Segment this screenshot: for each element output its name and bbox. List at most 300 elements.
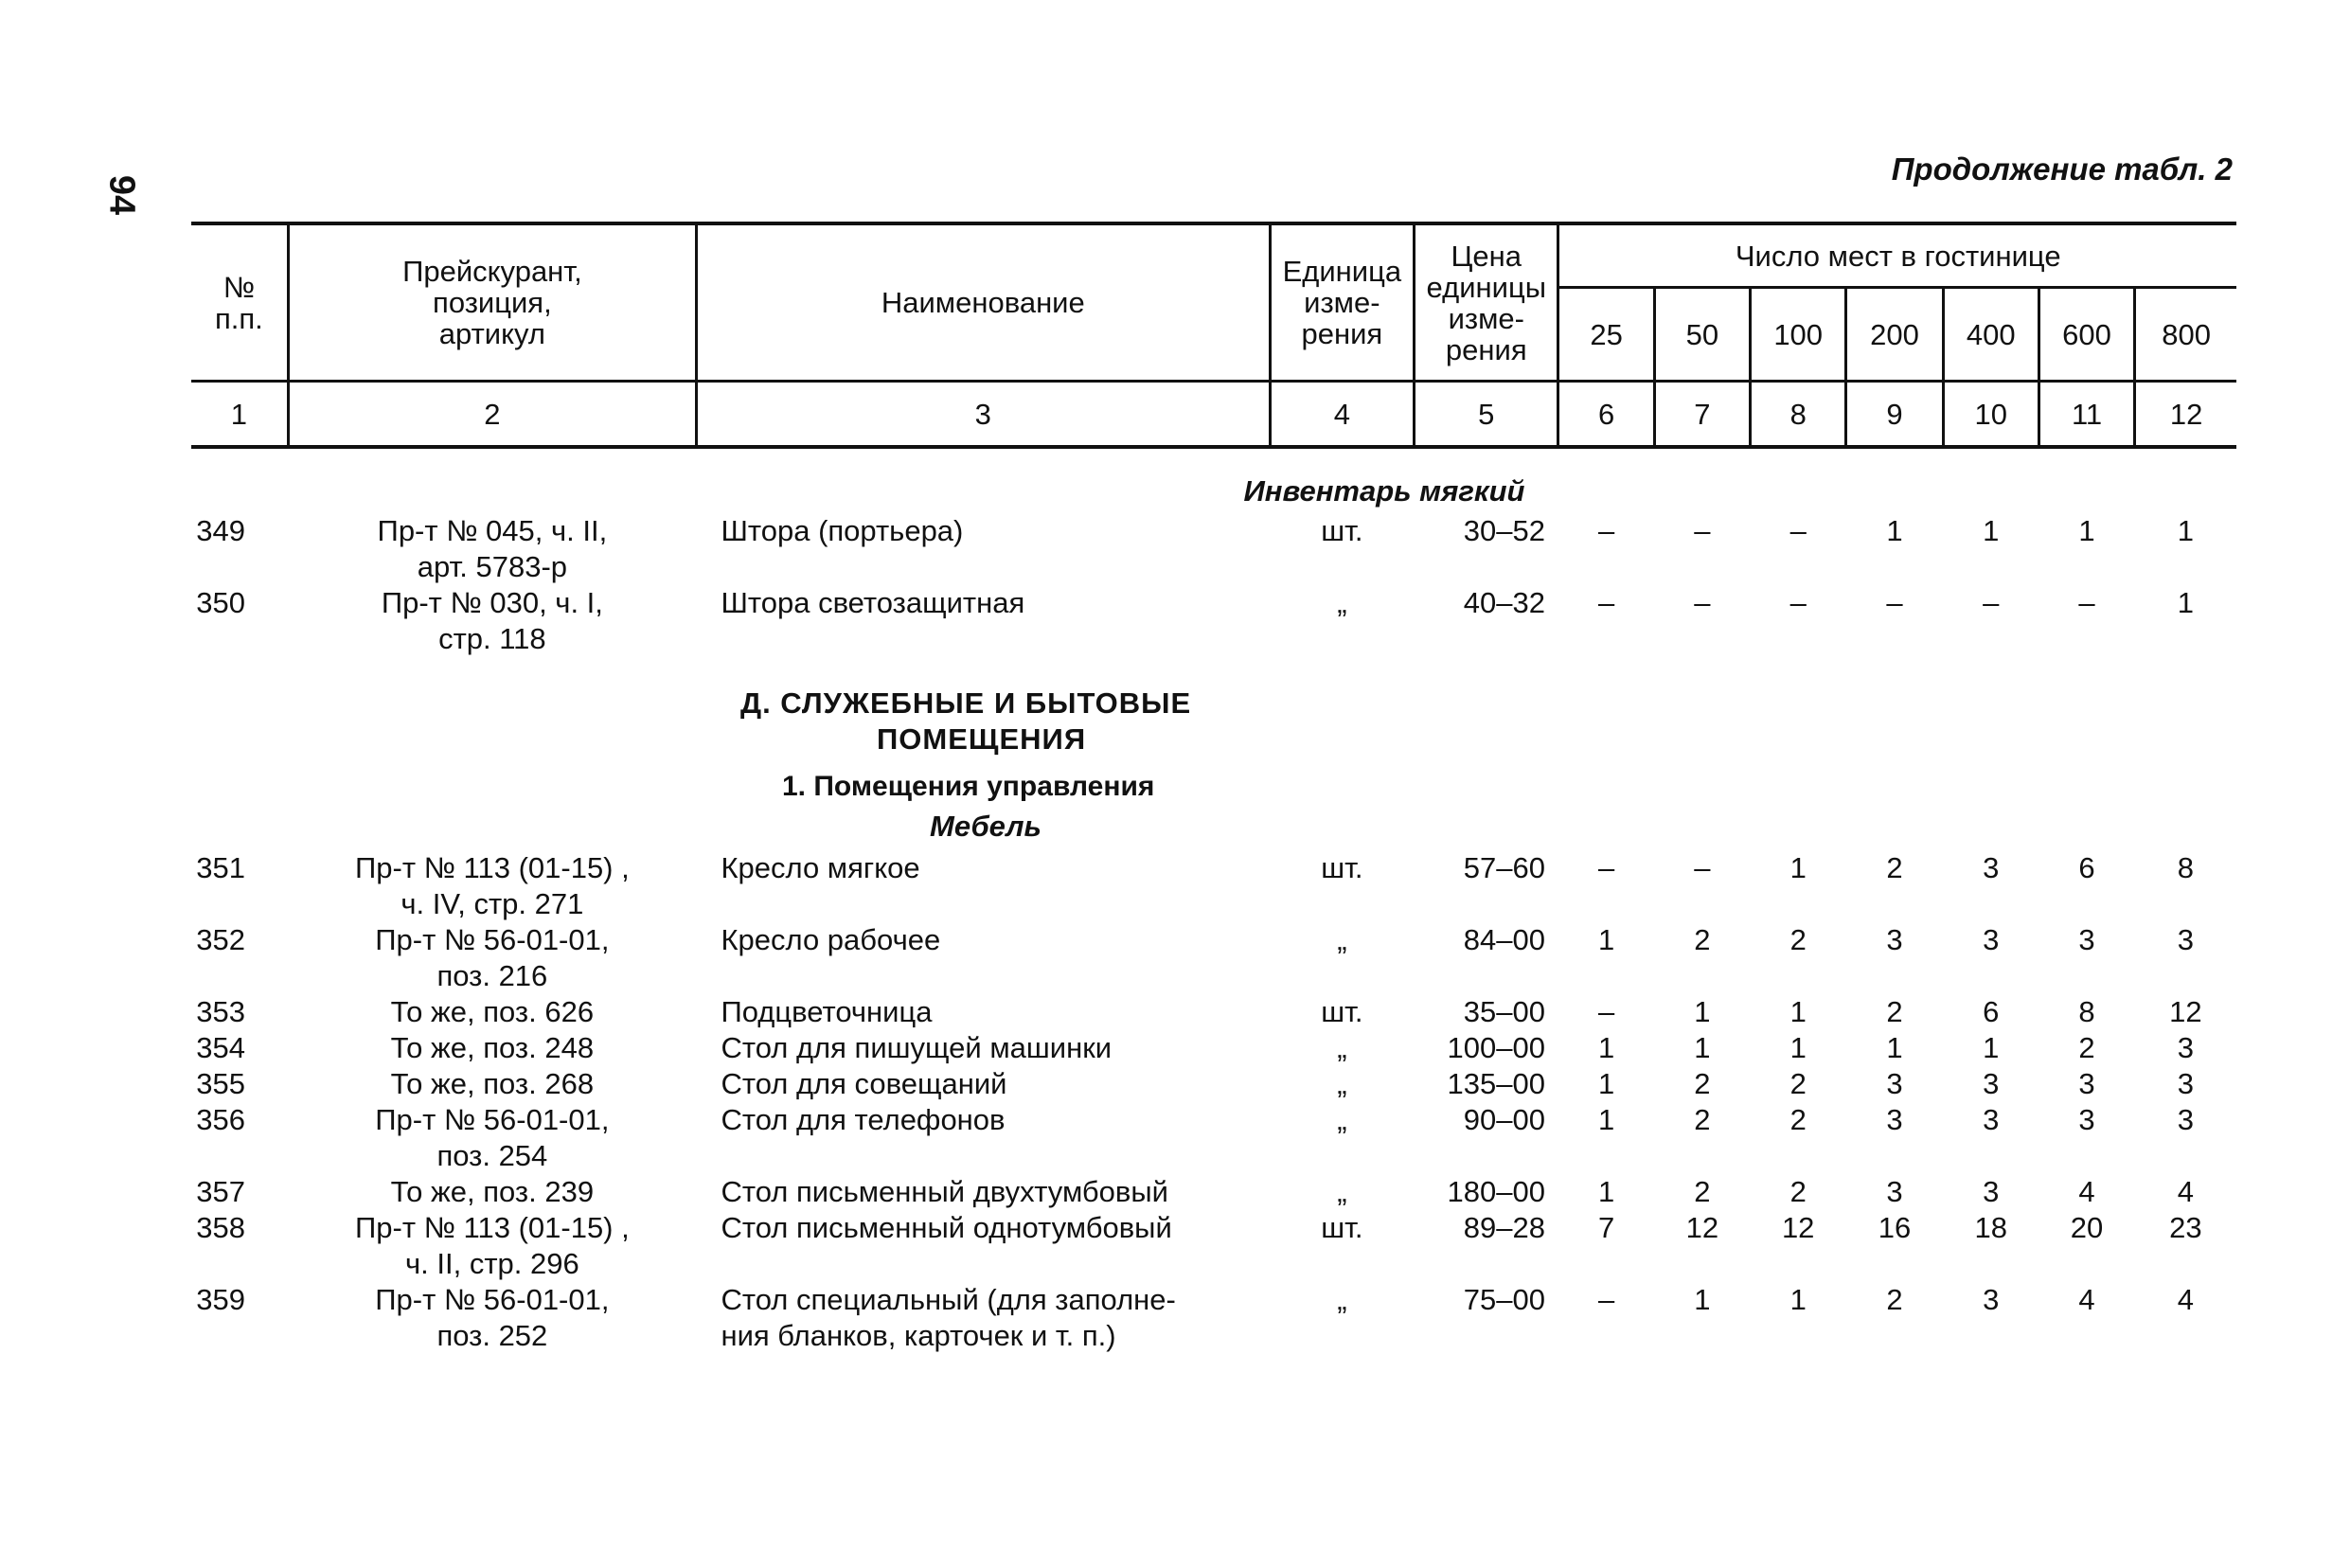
row-price-list-line: Пр-т № 045, ч. II, [377, 514, 608, 547]
row-seats-400-line: – [1983, 586, 2000, 619]
row-seats-600 [2038, 1102, 2134, 1174]
row-price-list [288, 1210, 696, 1282]
row-seats-200-line: 2 [1886, 1283, 1903, 1316]
header-price: Цена единицы изме-рения [1415, 223, 1558, 382]
row-price-line: 135–00 [1447, 1067, 1545, 1100]
row-seats-25-line: 1 [1598, 923, 1615, 956]
row-unit [1270, 1102, 1414, 1174]
row-number [191, 922, 288, 994]
row-name [696, 585, 1270, 657]
row-seats-200-line: 3 [1886, 1067, 1903, 1100]
section-soft-inventory: Инвентарь мягкий [1243, 474, 1525, 508]
row-seats-600 [2038, 850, 2134, 922]
row-number [191, 1102, 288, 1174]
row-unit-line: шт. [1321, 514, 1363, 547]
row-name-line: Штора (портьера) [721, 514, 964, 547]
row-price-list-line: То же, поз. 239 [390, 1175, 595, 1208]
row-seats-400 [1943, 1030, 2038, 1066]
column-number-8: 8 [1751, 382, 1846, 448]
table-row [191, 1102, 2236, 1174]
row-number-line: 354 [196, 1031, 245, 1064]
row-name-line: Стол письменный однотумбовый [721, 1211, 1172, 1244]
row-seats-400 [1943, 850, 2038, 922]
row-unit [1270, 850, 1414, 922]
row-price-list-line: стр. 118 [438, 622, 546, 655]
row-unit [1270, 994, 1414, 1030]
row-price-list-line: Пр-т № 56-01-01, [375, 1283, 610, 1316]
row-seats-800-line: 4 [2177, 1283, 2194, 1316]
row-price-list [288, 1030, 696, 1066]
row-seats-800-line: 8 [2177, 851, 2194, 884]
row-seats-400 [1943, 513, 2038, 585]
row-seats-200-line: 3 [1886, 1103, 1903, 1136]
row-name-line: Стол письменный двухтумбовый [721, 1175, 1168, 1208]
row-seats-800-line: 1 [2177, 514, 2194, 547]
row-seats-400-line: 3 [1983, 1067, 2000, 1100]
table-row [191, 1066, 2236, 1102]
row-seats-50-line: – [1694, 586, 1711, 619]
row-price [1415, 1066, 1558, 1102]
column-number-1: 1 [191, 382, 288, 448]
header-unit: Единица изме-рения [1270, 223, 1414, 382]
row-price-list [288, 1066, 696, 1102]
row-seats-600 [2038, 922, 2134, 994]
row-seats-600 [2038, 1030, 2134, 1066]
column-number-3: 3 [696, 382, 1270, 448]
table-row [191, 1030, 2236, 1066]
subsection-heading: 1. Помещения управления [782, 771, 1155, 802]
row-unit [1270, 513, 1414, 585]
row-seats-25 [1558, 1282, 1654, 1354]
section-heading-d-line1: Д. СЛУЖЕБНЫЕ И БЫТОВЫЕ [740, 686, 1192, 720]
row-seats-100-line: – [1789, 586, 1807, 619]
row-price [1415, 1174, 1558, 1210]
row-seats-100 [1751, 850, 1846, 922]
header-seats-400: 400 [1943, 288, 2038, 382]
row-seats-200-line: 2 [1886, 995, 1903, 1028]
row-name-line: Кресло мягкое [721, 851, 920, 884]
row-price [1415, 1030, 1558, 1066]
row-seats-200 [1846, 585, 1943, 657]
row-seats-50-line: – [1694, 514, 1711, 547]
row-seats-50 [1654, 1102, 1750, 1174]
row-seats-200 [1846, 1030, 1943, 1066]
row-name-line: Кресло рабочее [721, 923, 941, 956]
row-seats-200-line: 3 [1886, 1175, 1903, 1208]
row-unit-line: „ [1337, 1175, 1347, 1208]
row-seats-50-line: – [1694, 851, 1711, 884]
row-seats-800-line: 23 [2169, 1211, 2202, 1244]
row-seats-600-line: 4 [2078, 1175, 2095, 1208]
row-seats-400-line: 3 [1983, 1103, 2000, 1136]
row-seats-50 [1654, 1210, 1750, 1282]
row-seats-600-line: 8 [2078, 995, 2095, 1028]
row-seats-800-line: 12 [2169, 995, 2202, 1028]
row-seats-25 [1558, 994, 1654, 1030]
header-name: Наименование [696, 223, 1270, 382]
row-seats-200 [1846, 1210, 1943, 1282]
row-seats-100 [1751, 1282, 1846, 1354]
table-caption: Продолжение табл. 2 [1891, 151, 2233, 187]
row-unit-line: „ [1337, 1283, 1347, 1316]
row-unit [1270, 1210, 1414, 1282]
row-price-line: 30–52 [1463, 514, 1545, 547]
row-seats-800 [2135, 1066, 2236, 1102]
row-seats-200 [1846, 922, 1943, 994]
row-number [191, 1282, 288, 1354]
row-seats-400 [1943, 1282, 2038, 1354]
row-number-line: 353 [196, 995, 245, 1028]
row-seats-400-line: 3 [1983, 1283, 2000, 1316]
row-number-line: 352 [196, 923, 245, 956]
header-seats-25: 25 [1558, 288, 1654, 382]
table-row [191, 850, 2236, 922]
price-table [191, 222, 2236, 1354]
row-seats-50 [1654, 922, 1750, 994]
row-seats-50-line: 12 [1685, 1211, 1719, 1244]
row-price-list-line: ч. IV, стр. 271 [401, 887, 584, 920]
row-seats-25 [1558, 585, 1654, 657]
row-number-line: 357 [196, 1175, 245, 1208]
row-price-line: 90–00 [1463, 1103, 1545, 1136]
row-seats-600-line: 3 [2078, 1067, 2095, 1100]
row-number-line: 351 [196, 851, 245, 884]
table-row [191, 1210, 2236, 1282]
row-seats-200 [1846, 1102, 1943, 1174]
row-seats-800 [2135, 513, 2236, 585]
row-price [1415, 1210, 1558, 1282]
row-seats-200 [1846, 1066, 1943, 1102]
row-name [696, 1030, 1270, 1066]
column-number-9: 9 [1846, 382, 1943, 448]
row-name [696, 1174, 1270, 1210]
row-number [191, 513, 288, 585]
column-number-2: 2 [288, 382, 696, 448]
row-seats-100 [1751, 513, 1846, 585]
row-seats-800-line: 3 [2177, 1031, 2194, 1064]
row-seats-800 [2135, 1102, 2236, 1174]
row-seats-600-line: 4 [2078, 1283, 2095, 1316]
row-seats-100 [1751, 1030, 1846, 1066]
column-number-7: 7 [1654, 382, 1750, 448]
row-price-list [288, 1102, 696, 1174]
row-seats-50-line: 2 [1694, 1175, 1711, 1208]
row-price-list-line: Пр-т № 113 (01-15) , [355, 1211, 630, 1244]
section-heading-d [191, 657, 2236, 763]
row-seats-600 [2038, 1066, 2134, 1102]
row-number [191, 994, 288, 1030]
row-price-line: 100–00 [1447, 1031, 1545, 1064]
row-seats-25-line: 1 [1598, 1175, 1615, 1208]
row-unit [1270, 1174, 1414, 1210]
header-price-list: Прейскурант, позиция, артикул [288, 223, 696, 382]
row-price [1415, 1282, 1558, 1354]
row-seats-200 [1846, 994, 1943, 1030]
row-price-list [288, 994, 696, 1030]
table-row [191, 922, 2236, 994]
column-number-5: 5 [1415, 382, 1558, 448]
row-seats-200 [1846, 1174, 1943, 1210]
row-name [696, 513, 1270, 585]
row-seats-600 [2038, 513, 2134, 585]
row-seats-100 [1751, 1066, 1846, 1102]
row-unit-line: „ [1337, 586, 1347, 619]
row-seats-25-line: 1 [1598, 1067, 1615, 1100]
row-seats-800-line: 3 [2177, 1067, 2194, 1100]
row-seats-25-line: – [1598, 995, 1615, 1028]
row-seats-25 [1558, 850, 1654, 922]
row-price-line: 84–00 [1463, 923, 1545, 956]
header-number: № п.п. [191, 223, 288, 382]
row-seats-400-line: 18 [1974, 1211, 2007, 1244]
row-seats-600-line: 20 [2070, 1211, 2104, 1244]
row-seats-800-line: 3 [2177, 1103, 2194, 1136]
row-unit-line: шт. [1321, 1211, 1363, 1244]
row-name [696, 1102, 1270, 1174]
row-seats-100 [1751, 994, 1846, 1030]
row-seats-25 [1558, 1174, 1654, 1210]
row-seats-200 [1846, 850, 1943, 922]
row-number-line: 349 [196, 514, 245, 547]
row-unit-line: шт. [1321, 995, 1363, 1028]
row-seats-200-line: 1 [1886, 1031, 1903, 1064]
row-seats-100 [1751, 922, 1846, 994]
row-seats-200-line: 16 [1878, 1211, 1912, 1244]
row-seats-100-line: 1 [1789, 1283, 1807, 1316]
row-price [1415, 585, 1558, 657]
row-name [696, 850, 1270, 922]
row-seats-100 [1751, 585, 1846, 657]
row-price-line: 89–28 [1463, 1211, 1545, 1244]
row-seats-800 [2135, 1282, 2236, 1354]
row-seats-800 [2135, 1174, 2236, 1210]
row-price-list [288, 585, 696, 657]
header-seats-100: 100 [1751, 288, 1846, 382]
row-seats-400-line: 3 [1983, 851, 2000, 884]
row-price-list-line: поз. 252 [436, 1319, 548, 1352]
header-seats-group: Число мест в гостинице [1558, 223, 2236, 288]
row-seats-100 [1751, 1210, 1846, 1282]
row-seats-25 [1558, 1030, 1654, 1066]
row-seats-200-line: 3 [1886, 923, 1903, 956]
row-price-list-line: ч. II, стр. 296 [405, 1247, 579, 1280]
row-seats-100-line: 1 [1789, 1031, 1807, 1064]
row-seats-800 [2135, 1030, 2236, 1066]
row-name-line: Стол для пишущей машинки [721, 1031, 1113, 1064]
row-seats-200-line: – [1886, 586, 1903, 619]
header-seats-600: 600 [2038, 288, 2134, 382]
row-name [696, 994, 1270, 1030]
table-row [191, 994, 2236, 1030]
row-seats-600 [2038, 585, 2134, 657]
row-name [696, 1282, 1270, 1354]
row-seats-25-line: – [1598, 514, 1615, 547]
row-price-list [288, 1174, 696, 1210]
row-price-list-line: поз. 216 [436, 959, 548, 992]
row-seats-25-line: 7 [1598, 1211, 1615, 1244]
row-seats-50 [1654, 585, 1750, 657]
row-seats-100-line: 12 [1781, 1211, 1815, 1244]
row-seats-600 [2038, 994, 2134, 1030]
row-seats-50 [1654, 1066, 1750, 1102]
row-number [191, 1174, 288, 1210]
row-seats-100-line: 1 [1789, 851, 1807, 884]
row-seats-50-line: 1 [1694, 1283, 1711, 1316]
row-seats-400 [1943, 994, 2038, 1030]
row-price-list-line: арт. 5783-р [417, 550, 568, 583]
row-seats-100-line: 1 [1789, 995, 1807, 1028]
row-seats-50 [1654, 1030, 1750, 1066]
column-number-12: 12 [2135, 382, 2236, 448]
row-number [191, 585, 288, 657]
row-seats-25-line: 1 [1598, 1031, 1615, 1064]
row-seats-200 [1846, 513, 1943, 585]
column-number-6: 6 [1558, 382, 1654, 448]
row-seats-200-line: 2 [1886, 851, 1903, 884]
column-number-4: 4 [1270, 382, 1414, 448]
row-number [191, 1210, 288, 1282]
row-seats-800 [2135, 850, 2236, 922]
row-seats-600-line: 1 [2078, 514, 2095, 547]
row-seats-25 [1558, 922, 1654, 994]
row-price-line: 35–00 [1463, 995, 1545, 1028]
row-seats-25 [1558, 513, 1654, 585]
row-number-line: 356 [196, 1103, 245, 1136]
table-row [191, 585, 2236, 657]
row-seats-600-line: 3 [2078, 1103, 2095, 1136]
row-unit [1270, 1282, 1414, 1354]
row-unit-line: „ [1337, 923, 1347, 956]
row-name-line: Стол специальный (для заполне- [721, 1283, 1176, 1316]
row-seats-400 [1943, 1066, 2038, 1102]
row-price [1415, 850, 1558, 922]
table-row [191, 1174, 2236, 1210]
row-price-line: 57–60 [1463, 851, 1545, 884]
row-seats-50-line: 2 [1694, 1067, 1711, 1100]
row-price-list [288, 922, 696, 994]
row-number-line: 359 [196, 1283, 245, 1316]
row-seats-100-line: 2 [1789, 1175, 1807, 1208]
row-seats-25 [1558, 1066, 1654, 1102]
row-seats-400 [1943, 1210, 2038, 1282]
row-price-list [288, 1282, 696, 1354]
row-seats-400-line: 3 [1983, 1175, 2000, 1208]
row-seats-600 [2038, 1282, 2134, 1354]
row-name-line: Стол для совещаний [721, 1067, 1007, 1100]
row-number-line: 358 [196, 1211, 245, 1244]
row-name [696, 1066, 1270, 1102]
row-price [1415, 1102, 1558, 1174]
header-seats-200: 200 [1846, 288, 1943, 382]
row-price-list [288, 850, 696, 922]
section-heading-d-line2: ПОМЕЩЕНИЯ [877, 722, 1087, 756]
row-seats-50 [1654, 1174, 1750, 1210]
row-name-line: Штора светозащитная [721, 586, 1025, 619]
row-seats-100 [1751, 1102, 1846, 1174]
row-seats-400-line: 1 [1983, 1031, 2000, 1064]
row-seats-50-line: 2 [1694, 923, 1711, 956]
row-name-line: Стол для телефонов [721, 1103, 1006, 1136]
row-seats-800-line: 4 [2177, 1175, 2194, 1208]
row-seats-50 [1654, 513, 1750, 585]
row-seats-600-line: 2 [2078, 1031, 2095, 1064]
row-unit-line: „ [1337, 1067, 1347, 1100]
row-price-list-line: То же, поз. 248 [390, 1031, 595, 1064]
row-seats-50-line: 1 [1694, 995, 1711, 1028]
row-unit [1270, 1066, 1414, 1102]
row-seats-600-line: 3 [2078, 923, 2095, 956]
row-seats-25-line: – [1598, 1283, 1615, 1316]
row-price-list-line: Пр-т № 56-01-01, [375, 923, 610, 956]
row-unit [1270, 1030, 1414, 1066]
row-seats-100-line: 2 [1789, 1103, 1807, 1136]
row-name [696, 1210, 1270, 1282]
row-seats-50 [1654, 994, 1750, 1030]
row-unit-line: „ [1337, 1031, 1347, 1064]
row-seats-400-line: 6 [1983, 995, 2000, 1028]
row-seats-100-line: 2 [1789, 923, 1807, 956]
row-seats-400 [1943, 585, 2038, 657]
row-seats-200 [1846, 1282, 1943, 1354]
row-seats-800-line: 3 [2177, 923, 2194, 956]
row-seats-25 [1558, 1210, 1654, 1282]
row-price-list-line: То же, поз. 268 [390, 1067, 595, 1100]
row-seats-50-line: 2 [1694, 1103, 1711, 1136]
row-price-list [288, 513, 696, 585]
row-price-list-line: Пр-т № 030, ч. I, [381, 586, 603, 619]
row-unit [1270, 922, 1414, 994]
row-price-list-line: поз. 254 [436, 1139, 548, 1172]
row-seats-100 [1751, 1174, 1846, 1210]
row-seats-800 [2135, 922, 2236, 994]
row-price-line: 75–00 [1463, 1283, 1545, 1316]
row-seats-25 [1558, 1102, 1654, 1174]
row-seats-100-line: – [1789, 514, 1807, 547]
row-price-list-line: Пр-т № 56-01-01, [375, 1103, 610, 1136]
row-seats-50 [1654, 1282, 1750, 1354]
row-seats-400 [1943, 922, 2038, 994]
row-price-list-line: Пр-т № 113 (01-15) , [355, 851, 630, 884]
row-seats-50 [1654, 850, 1750, 922]
row-unit-line: шт. [1321, 851, 1363, 884]
row-seats-600 [2038, 1174, 2134, 1210]
row-price-line: 180–00 [1447, 1175, 1545, 1208]
row-seats-800 [2135, 585, 2236, 657]
row-price [1415, 994, 1558, 1030]
row-seats-400 [1943, 1174, 2038, 1210]
row-number-line: 355 [196, 1067, 245, 1100]
row-seats-25-line: – [1598, 586, 1615, 619]
header-seats-800: 800 [2135, 288, 2236, 382]
row-name-line: Подцветочница [721, 995, 933, 1028]
table-row [191, 1282, 2236, 1354]
row-number [191, 850, 288, 922]
header-seats-50: 50 [1654, 288, 1750, 382]
row-seats-800 [2135, 1210, 2236, 1282]
row-number [191, 1066, 288, 1102]
row-unit [1270, 585, 1414, 657]
row-price-list-line: То же, поз. 626 [390, 995, 595, 1028]
table-row [191, 513, 2236, 585]
furniture-heading: Мебель [930, 810, 1041, 843]
row-price-line: 40–32 [1463, 586, 1545, 619]
row-number-line: 350 [196, 586, 245, 619]
row-seats-800 [2135, 994, 2236, 1030]
row-name [696, 922, 1270, 994]
row-seats-600 [2038, 1210, 2134, 1282]
row-seats-400-line: 3 [1983, 923, 2000, 956]
row-seats-800-line: 1 [2177, 586, 2194, 619]
